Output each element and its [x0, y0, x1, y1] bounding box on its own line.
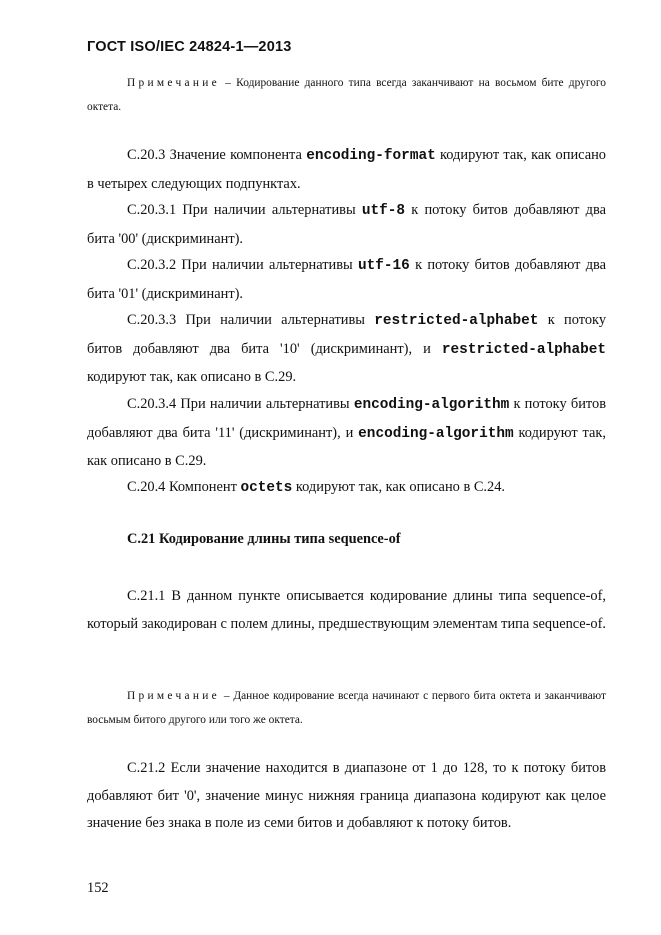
clause-text: к потоку битов добавляют два бита '01' (дискриминант).	[87, 257, 607, 302]
clause-text: С.20.3 Значение компонента	[127, 147, 307, 163]
code-term: encoding-algorithm	[358, 425, 514, 442]
clause-c20-3-3	[87, 307, 606, 392]
code-term: restricted-alphabet	[374, 313, 539, 329]
document-header: ГОСТ ISO/IEC 24824-1—2013	[87, 39, 292, 55]
clause-c20-3	[87, 142, 606, 198]
clause-text: к потоку битов добавляют два бита '11' (дискриминант), и	[87, 396, 606, 441]
note-label: Примечание	[127, 690, 221, 702]
note-label: Примечание	[127, 77, 221, 89]
code-term: utf-16	[358, 258, 410, 274]
clause-text: кодируют так, как описано в С.24.	[292, 479, 506, 495]
clause-c21-2: С.21.2 Если значение находится в диапазоне от 1 до 128, то к потоку битов добавляют бит '0', значение минус нижняя граница диапазона кодируют как целое значение без знака в поле из семи битов и добавляют к потоку битов.	[87, 760, 606, 831]
note-2	[87, 684, 606, 732]
clause-text: кодируют так, как описано в четырех следующих подпунктах.	[87, 147, 607, 192]
clause-text: С.20.3.1 При наличии альтернативы	[127, 202, 362, 218]
clause-text: к потоку битов добавляют два бита '10' (дискриминант), и	[87, 312, 607, 357]
note-1	[87, 71, 606, 119]
page-number: 152	[87, 880, 109, 896]
clause-text: С.20.4 Компонент	[127, 479, 241, 495]
code-term: restricted-alphabet	[441, 341, 606, 358]
clause-c20-4	[87, 474, 606, 503]
code-term: encoding-algorithm	[353, 397, 510, 413]
clause-text: С.20.3.2 При наличии альтернативы	[127, 257, 358, 273]
clause-c21-1: С.21.1 В данном пункте описывается кодирование длины типа sequence-of, который закодирован с полем длины, предшествующим элементам типа sequence-of.	[87, 588, 606, 632]
code-term: octets	[240, 480, 293, 496]
clause-text: С.20.3.4 При наличии альтернативы	[127, 396, 354, 412]
code-term: encoding-format	[306, 148, 436, 164]
clause-c20-3-2	[87, 252, 606, 308]
clause-text: кодируют так, как описано в С.29.	[87, 424, 606, 469]
clause-text: кодируют так, как описано в С.29.	[87, 369, 297, 385]
section-heading-c21: С.21 Кодирование длины типа sequence-of	[127, 531, 401, 547]
clause-c20-3-4	[87, 391, 606, 476]
clause-c20-3-1	[87, 197, 606, 253]
clause-text: С.20.3.3 При наличии альтернативы	[127, 312, 375, 328]
note-text: – Кодирование данного типа всегда заканчивают на восьмом бите другого октета.	[87, 77, 606, 113]
note-text: – Данное кодирование всегда начинают с первого бита октета и заканчивают восьмым битого другого или того же октета.	[87, 690, 606, 726]
clause-text: к потоку битов добавляют два бита '00' (дискриминант).	[87, 202, 606, 247]
code-term: utf-8	[361, 203, 406, 219]
